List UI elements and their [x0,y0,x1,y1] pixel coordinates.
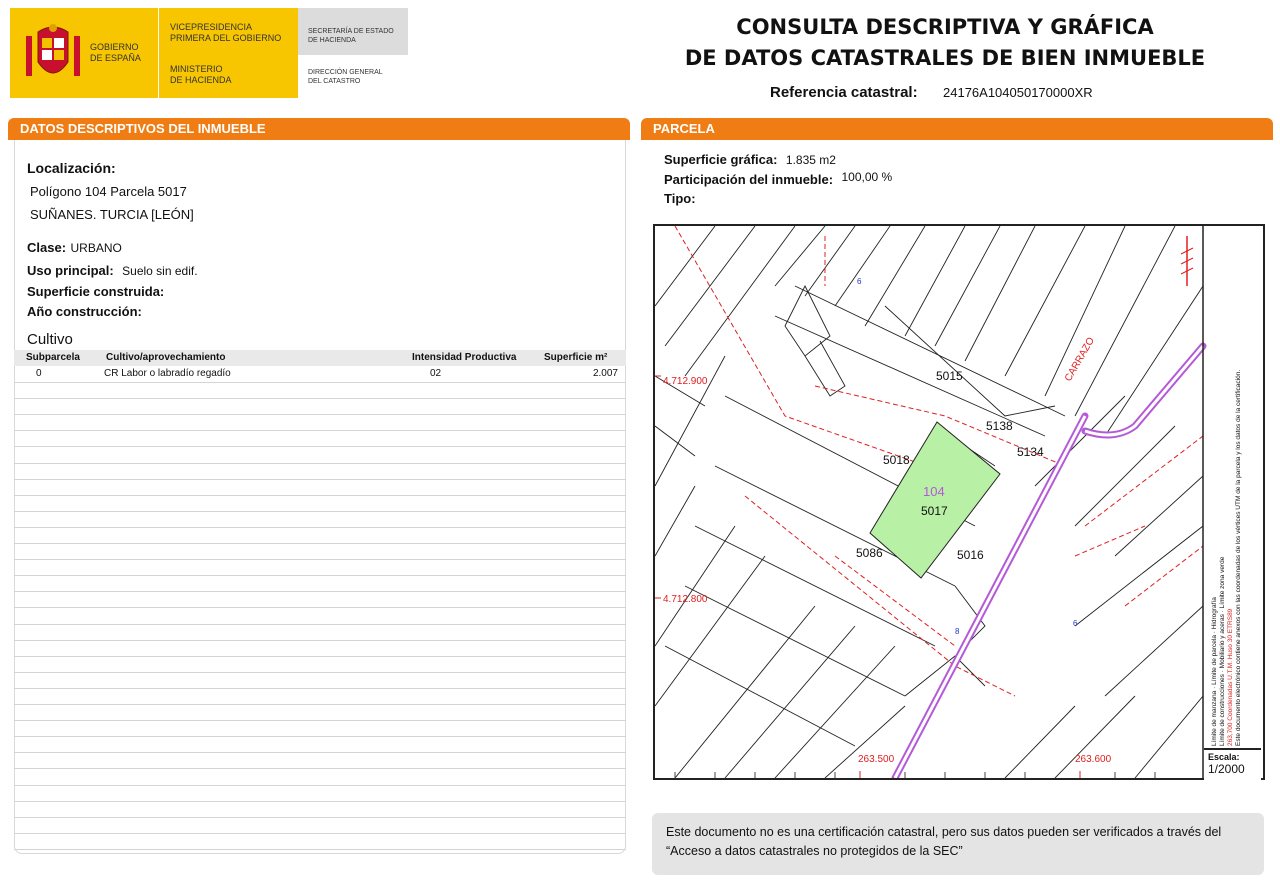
table-row-empty [14,495,626,512]
table-row-empty [14,447,626,464]
sup-grafica-row [664,151,836,169]
cell-superficie: 2.007 [592,368,618,379]
clase-label: Clase: [27,240,67,255]
annex-note: Este documento electrónico contiene anexos con las coordenadas de los vértices UTM de la parcela y los datos de la certificación. [1235,369,1242,746]
table-row-empty [14,672,626,689]
table-row-empty [14,785,626,802]
ref-value: 24176A104050170000XR [943,85,1093,100]
ref-label: Referencia catastral: [770,84,918,101]
map-legend: Límite de manzana · Límite de parcela · Hidrografía Límite de construcciones · Mobiliario y aceras · Límite zona verde 263,700 Coordenadas U.T.M. Huso 30 ETRS89 Este documento electrónico contiene anexos con las coordenadas de los vértices UTM de la parcela y los datos de la certificación. [1211,226,1257,746]
vicepresidencia-text: VICEPRESIDENCIA PRIMERA DEL GOBIERNO [170,22,282,43]
y-coord-label: 4.712.900 [663,376,708,387]
disclaimer-note: Este documento no es una certificación catastral, pero sus datos pueden ser verificados a través del “Acceso a datos catastrales no protegidos de la SEC” [652,813,1264,875]
table-row-empty [14,430,626,447]
scale-value: 1/2000 [1208,762,1245,776]
table-row-empty [14,398,626,415]
x-coord-label: 263.500 [858,754,895,765]
cell-cultivo: CR Labor o labradío regadío [104,368,231,379]
x-coord-label: 263.600 [1075,754,1112,765]
col-subparcela: Subparcela [26,352,80,363]
cultivo-title: Cultivo [27,331,73,348]
localizacion-line2: SUÑANES. TURCIA [LEÓN] [30,207,194,222]
table-row-empty [14,833,626,850]
participacion-row [664,170,892,189]
title-line-1: CONSULTA DESCRIPTIVA Y GRÁFICA [736,15,1154,39]
cell-intensidad: 02 [430,368,442,379]
svg-text:6: 6 [857,277,862,286]
col-intensidad: Intensidad Productiva [412,352,517,363]
parcel-label: 5086 [856,546,883,560]
table-row-empty [14,575,626,592]
parcel-label: 5016 [957,548,984,562]
table-row [14,366,626,383]
cell-subparcela: 0 [36,368,42,379]
sup-grafica-label: Superficie gráfica: [664,152,778,167]
street-label: CARRAZO [1063,335,1097,384]
uso-value: Suelo sin edif. [122,264,198,278]
parcel-label: 5017 [921,504,948,518]
legend-item: Hidrografía [1211,597,1218,630]
legend-item: Límite zona verde [1219,556,1226,609]
col-cultivo: Cultivo/aprovechamiento [106,352,226,363]
legend-item: Mobiliario y aceras [1219,614,1226,669]
direccion-text: DIRECCIÓN GENERAL DEL CATASTRO [308,69,383,85]
table-row-empty [14,511,626,528]
localizacion-line1: Polígono 104 Parcela 5017 [30,184,187,199]
table-row-empty [14,527,626,544]
table-row-empty [14,817,626,834]
cadastral-map[interactable] [653,224,1265,780]
table-row-empty [14,704,626,721]
table-row-empty [14,656,626,673]
table-row-empty [14,801,626,818]
gobierno-logo [10,8,298,98]
svg-text:6: 6 [1073,619,1078,628]
section-bar-datos [8,118,630,140]
section-title-parcela: PARCELA [653,121,715,136]
localizacion-label: Localización: [27,160,116,176]
uso-label: Uso principal: [27,263,114,278]
table-row-empty [14,591,626,608]
cultivo-table-header [14,350,626,366]
section-bar-parcela [641,118,1273,140]
table-row-empty [14,382,626,399]
catastro-logo [298,8,408,98]
table-row-empty [14,559,626,576]
scale-label: Escala: [1208,752,1240,762]
svg-text:8: 8 [955,627,960,636]
parcel-label: 5134 [1017,445,1044,459]
logo-divider [158,8,159,98]
polygon-label: 104 [923,484,945,499]
superficie-label: Superficie construida: [27,284,165,299]
table-row-empty [14,688,626,705]
table-row-empty [14,736,626,753]
north-arrow-icon [1181,236,1193,286]
participacion-value: 100,00 % [841,170,893,184]
parcel-label: 5015 [936,369,963,383]
parcel-label: 5138 [986,419,1013,433]
table-row-empty [14,543,626,560]
legend-item: Límite de construcciones [1219,674,1226,746]
utm-note: 263,700 Coordenadas U.T.M. Huso 30 ETRS89 [1227,608,1234,746]
table-row-empty [14,414,626,431]
parcel-label: 5018 [883,453,910,467]
clase-value: URBANO [70,241,122,255]
coat-of-arms-icon [22,22,84,88]
page-title [640,12,1250,74]
table-row-empty [14,720,626,737]
col-superficie: Superficie m² [544,352,608,363]
table-row-empty [14,769,626,786]
title-line-2: DE DATOS CATASTRALES DE BIEN INMUEBLE [684,46,1206,70]
ministerio-text: MINISTERIO DE HACIENDA [170,64,232,85]
table-row-empty [14,479,626,496]
scale-box [1204,748,1261,780]
table-row-empty [14,640,626,657]
uso-row [27,262,198,280]
clase-row [27,239,122,257]
map-svg [655,226,1263,778]
secretaria-text: SECRETARÍA DE ESTADO DE HACIENDA [308,28,394,44]
sup-grafica-value: 1.835 m2 [785,153,836,167]
section-title-datos: DATOS DESCRIPTIVOS DEL INMUEBLE [20,121,266,136]
gobierno-text: GOBIERNO DE ESPAÑA [90,42,141,63]
y-coord-label: 4.712.800 [663,594,708,605]
tipo-label: Tipo: [664,191,696,206]
table-row-empty [14,463,626,480]
anio-label: Año construcción: [27,304,142,319]
legend-item: Límite de manzana [1211,690,1218,746]
table-row-empty [14,752,626,769]
table-row-empty [14,624,626,641]
participacion-label: Participación del inmueble: [664,172,834,187]
table-row-empty [14,608,626,625]
legend-item: Límite de parcela [1211,635,1218,685]
